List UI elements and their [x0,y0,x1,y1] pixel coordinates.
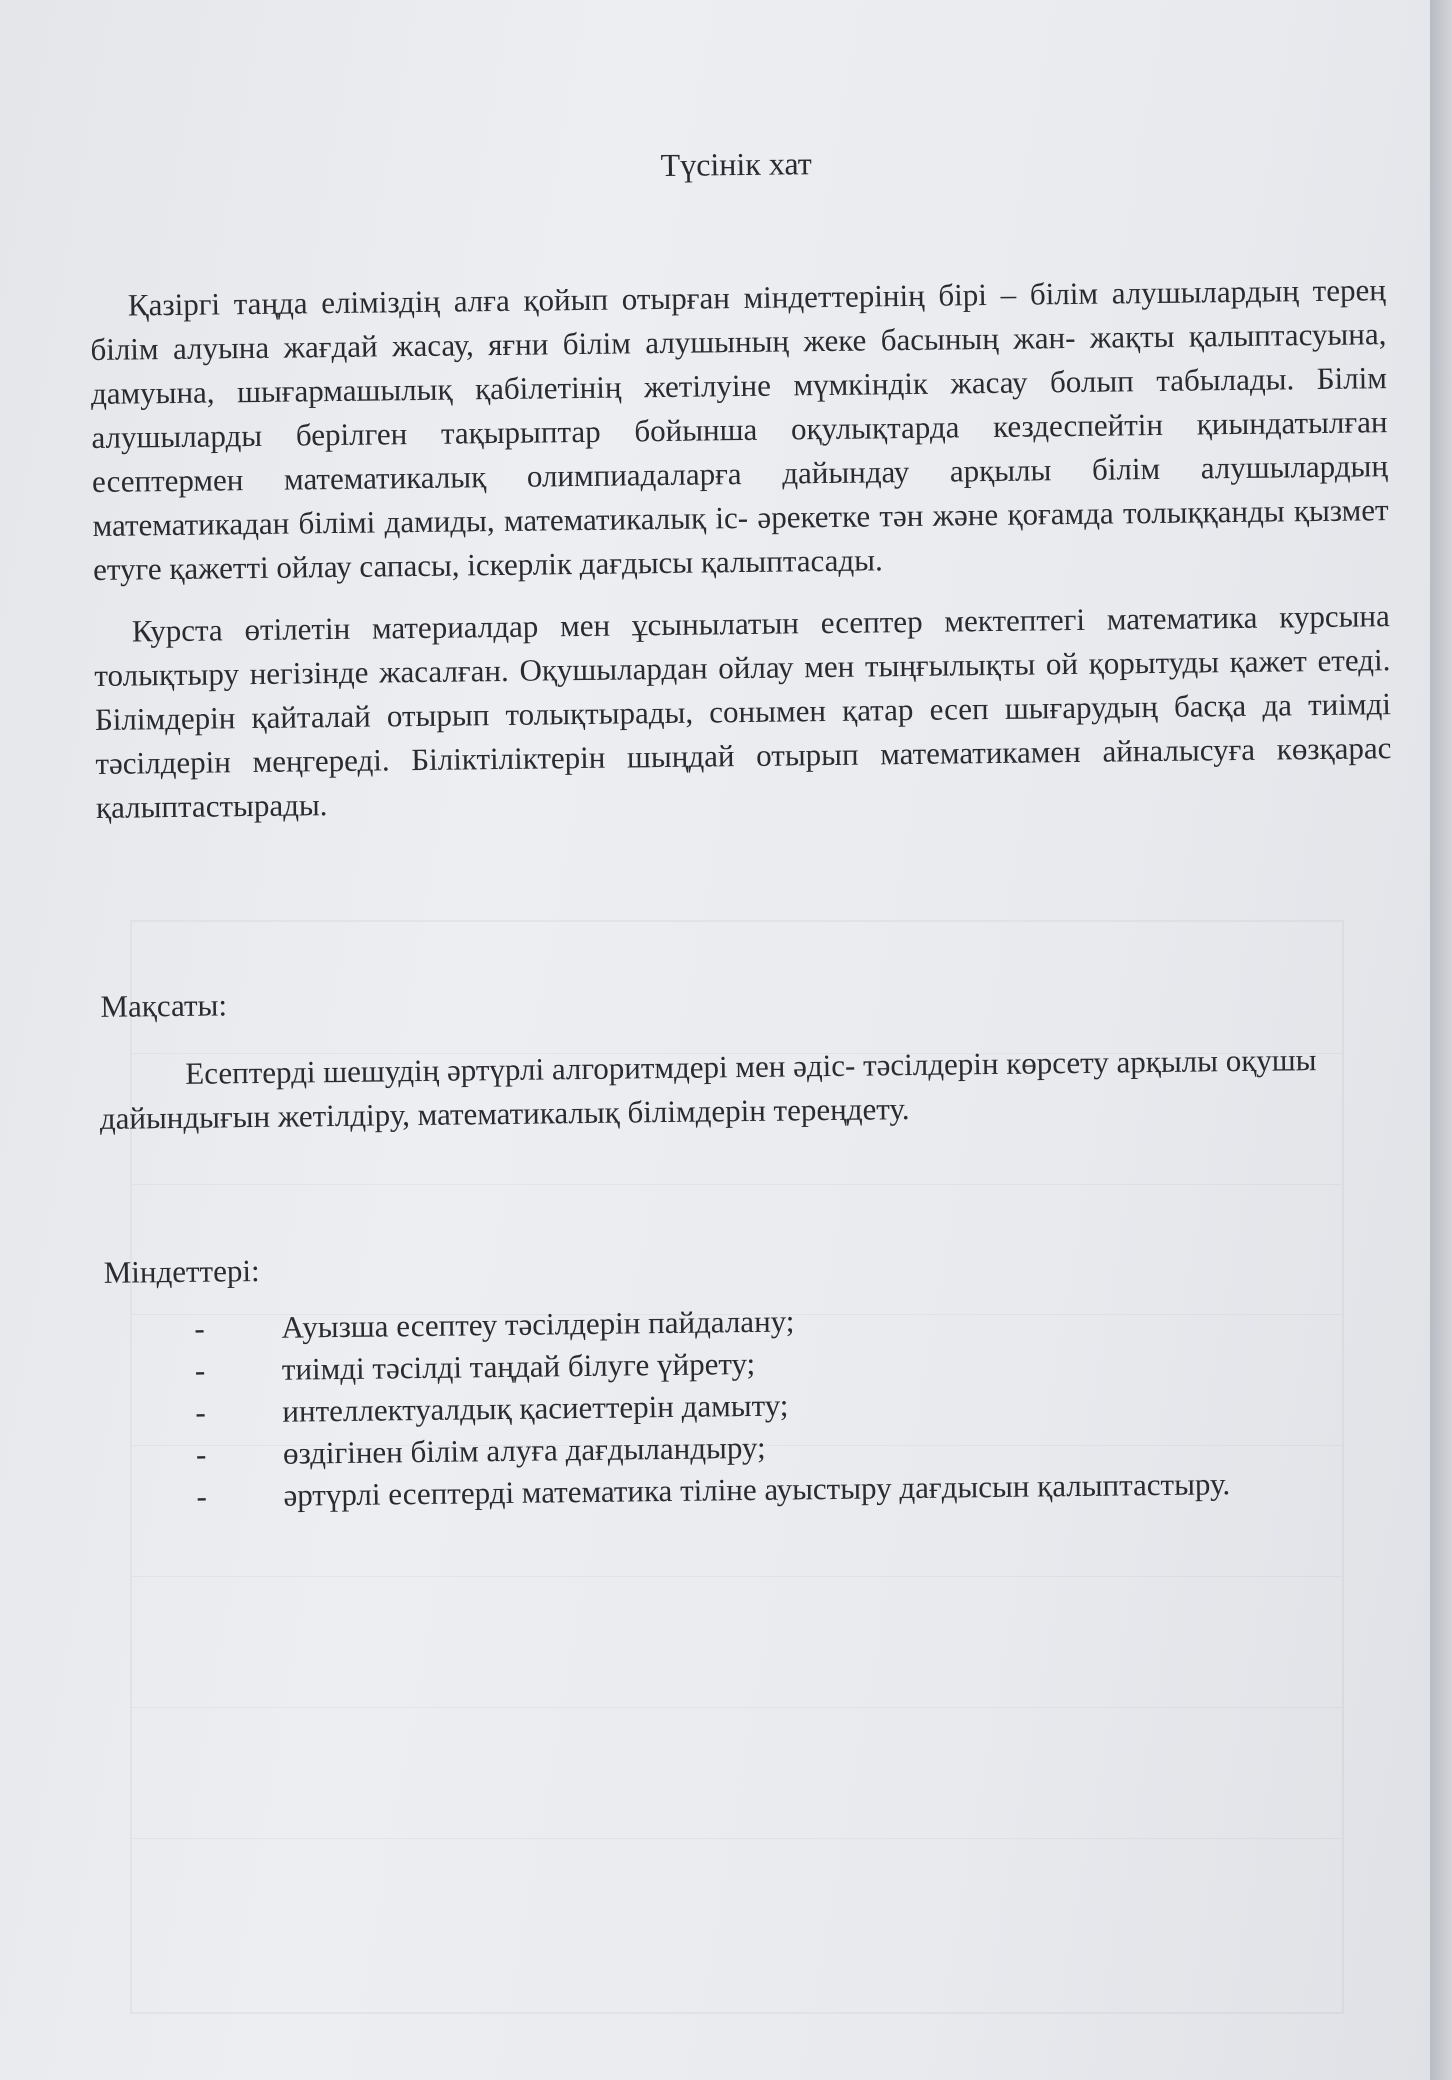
task-text: интеллектуалдық қасиеттерін дамыту; [282,1387,789,1429]
list-dash: - [196,1478,207,1514]
page-edge [1430,0,1452,2080]
intro-paragraph-1: Қазіргі таңда еліміздің алға қойып отырған міндеттерінің бірі – білім алушылардың терең білім алуына жағдай жасау, яғни білім алушының жеке басының жан- жақты қалыптасуына, дамуына, шығармашылық қабілетінің жетілуіне мүмкіндік жасау болып табылады. Білім алушыларды берілген тақырыптар бойынша оқулықтарда кездеспейтін қиындатылған есептермен математикалық олимпиадаларға дайындау арқылы білім алушылардың математикадан білімі дамиды, математикалық іс- әрекетке тән және қоғамда толыққанды қызмет етуге қажетті ойлау сапасы, іскерлік дағдысы қалыптасады. [90,272,1389,587]
list-dash: - [195,1436,207,1472]
task-text: тиімді тәсілді таңдай білуге үйрету; [281,1345,756,1387]
goal-text: Есептерді шешудің әртүрлі алгоритмдері мен әдіс- тәсілдерін көрсету арқылы оқушы дайындығын жетілдіру, математикалық білімдерін тереңдету. [99,1042,1317,1136]
document-body [88,134,1401,1519]
task-text: әртүрлі есептерді математика тіліне ауыстыру дағдысын қалыптастыру. [283,1466,1231,1513]
goal-heading: Мақсаты: [100,987,228,1024]
task-text: Ауызша есептеу тәсілдерін пайдалану; [281,1303,795,1345]
tasks-heading: Міндеттері: [103,1252,260,1290]
task-text: өздігінен білім алуға дағдыландыру; [282,1429,766,1471]
intro-paragraph-2: Курста өтілетін материалдар мен ұсынылатын есептер мектептегі математика курсына толықтыру негізінде жасалған. Оқушылардан ойлау мен тыңғылықты ой қорытуды қажет етеді. Білімдерін қайталай отырып толықтырады, сонымен қатар есеп шығарудың басқа да тиімді тәсілдерін меңгереді. Біліктіліктерін шыңдай отырып математикамен айналысуға көзқарас қалыптастырады. [94,598,1392,825]
tasks-list [102,1293,1400,1519]
list-dash: - [194,1310,205,1346]
document-title: Түсінік хат [660,145,812,184]
list-dash: - [195,1394,206,1430]
list-dash: - [194,1352,206,1388]
